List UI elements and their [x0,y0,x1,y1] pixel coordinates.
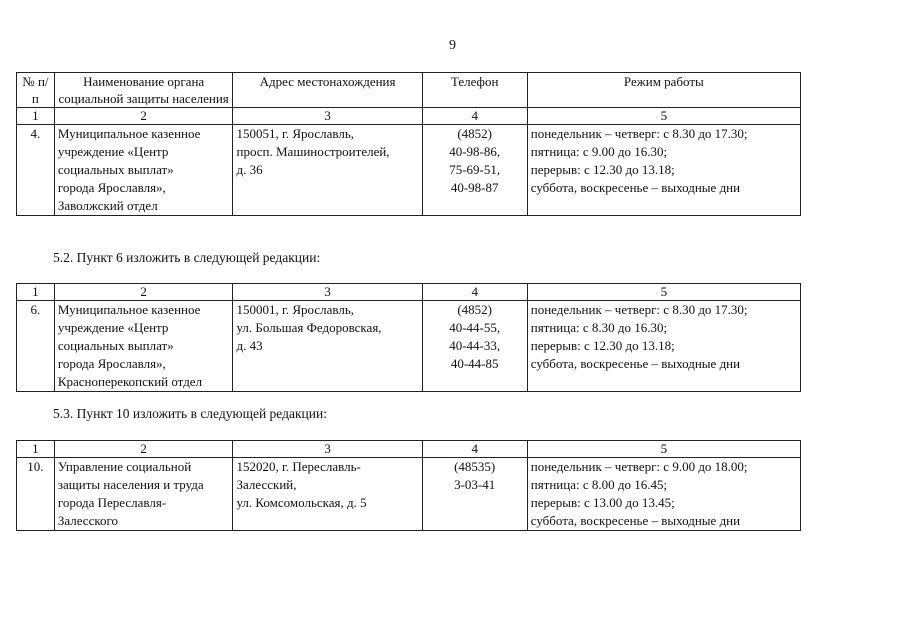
schedule-line: перерыв: с 13.00 до 13.45; [530,495,675,510]
schedule-line: понедельник – четверг: с 9.00 до 18.00; [530,459,748,474]
phone-cell [422,125,527,216]
address-line: ул. Комсомольская, д. 5 [236,495,367,510]
table-row [17,458,801,531]
header-number: № п/п [17,73,55,108]
schedule-line: понедельник – четверг: с 8.30 до 17.30; [530,126,748,141]
header-phone: Телефон [422,73,527,108]
col-num: 4 [422,284,527,301]
row-number: 4. [17,125,55,216]
organ-name-line: города Переславля- [57,495,167,510]
schedule-line: суббота, воскресенье – выходные дни [530,513,741,528]
col-num: 5 [527,108,800,125]
phone-line: 75-69-51, [449,162,501,177]
schedule-cell [527,458,800,531]
page-number: 9 [449,38,456,53]
schedule-line: пятница: с 9.00 до 16.30; [530,144,668,159]
phone-line: 40-44-33, [449,338,501,353]
header-schedule: Режим работы [527,73,800,108]
schedule-line: перерыв: с 12.30 до 13.18; [530,162,675,177]
organ-name-line: Муниципальное казенное [57,302,201,317]
col-num: 5 [527,284,800,301]
phone-cell [422,301,527,392]
schedule-line: понедельник – четверг: с 8.30 до 17.30; [530,302,748,317]
schedule-line: суббота, воскресенье – выходные дни [530,180,741,195]
paragraph-5-3: 5.3. Пункт 10 изложить в следующей редакции: [53,406,327,421]
address-line: 150051, г. Ярославль, [236,126,355,141]
col-num: 2 [54,441,233,458]
table-2 [16,283,801,392]
row-number: 10. [17,458,55,531]
address-line: 150001, г. Ярославль, [236,302,355,317]
address-line: д. 36 [236,162,263,177]
phone-line: 3-03-41 [454,477,496,492]
schedule-cell [527,125,800,216]
schedule-line: перерыв: с 12.30 до 13.18; [530,338,675,353]
table-row [17,301,801,392]
phone-line: 40-98-87 [450,180,499,195]
organ-name-line: социальных выплат» [57,162,174,177]
col-num: 2 [54,108,233,125]
organ-name-cell [54,458,233,531]
organ-name-line: города Ярославля», [57,180,166,195]
organ-name-line: защиты населения и труда [57,477,204,492]
organ-name-line: Муниципальное казенное [57,126,201,141]
address-cell [233,458,422,531]
column-number-row [17,284,801,301]
col-num: 4 [422,108,527,125]
column-number-row [17,441,801,458]
schedule-line: пятница: с 8.00 до 16.45; [530,477,668,492]
row-number: 6. [17,301,55,392]
phone-line: 40-44-85 [450,356,499,371]
col-num: 5 [527,441,800,458]
organ-name-line: Заволжский отдел [57,198,158,213]
col-num: 3 [233,108,422,125]
schedule-cell [527,301,800,392]
phone-line: (48535) [454,459,496,474]
phone-line: 40-98-86, [449,144,501,159]
organ-name-line: города Ярославля», [57,356,166,371]
col-num: 2 [54,284,233,301]
address-line: д. 43 [236,338,263,353]
organ-name-line: социальных выплат» [57,338,174,353]
organ-name-cell [54,301,233,392]
col-num: 4 [422,441,527,458]
table-row [17,125,801,216]
table-1 [16,72,801,216]
col-num: 1 [17,441,55,458]
phone-line: 40-44-55, [449,320,501,335]
paragraph-5-2: 5.2. Пункт 6 изложить в следующей редакции: [53,250,321,265]
col-num: 3 [233,441,422,458]
table-3 [16,440,801,531]
phone-line: (4852) [457,302,493,317]
col-num: 1 [17,108,55,125]
phone-cell [422,458,527,531]
phone-line: (4852) [457,126,493,141]
col-num: 3 [233,284,422,301]
header-address: Адрес местонахождения [233,73,422,108]
organ-name-line: Залесского [57,513,119,528]
address-line: Залесский, [236,477,297,492]
column-number-row [17,108,801,125]
organ-name-line: учреждение «Центр [57,144,169,159]
table-header-row [17,73,801,108]
address-line: просп. Машиностроителей, [236,144,390,159]
address-cell [233,125,422,216]
col-num: 1 [17,284,55,301]
organ-name-line: Управление социальной [57,459,192,474]
organ-name-cell [54,125,233,216]
address-line: ул. Большая Федоровская, [236,320,382,335]
schedule-line: пятница: с 8.30 до 16.30; [530,320,668,335]
address-cell [233,301,422,392]
organ-name-line: Красноперекопский отдел [57,374,203,389]
address-line: 152020, г. Переславль- [236,459,361,474]
schedule-line: суббота, воскресенье – выходные дни [530,356,741,371]
header-organ-name: Наименование органа социальной защиты населения [54,73,233,108]
organ-name-line: учреждение «Центр [57,320,169,335]
